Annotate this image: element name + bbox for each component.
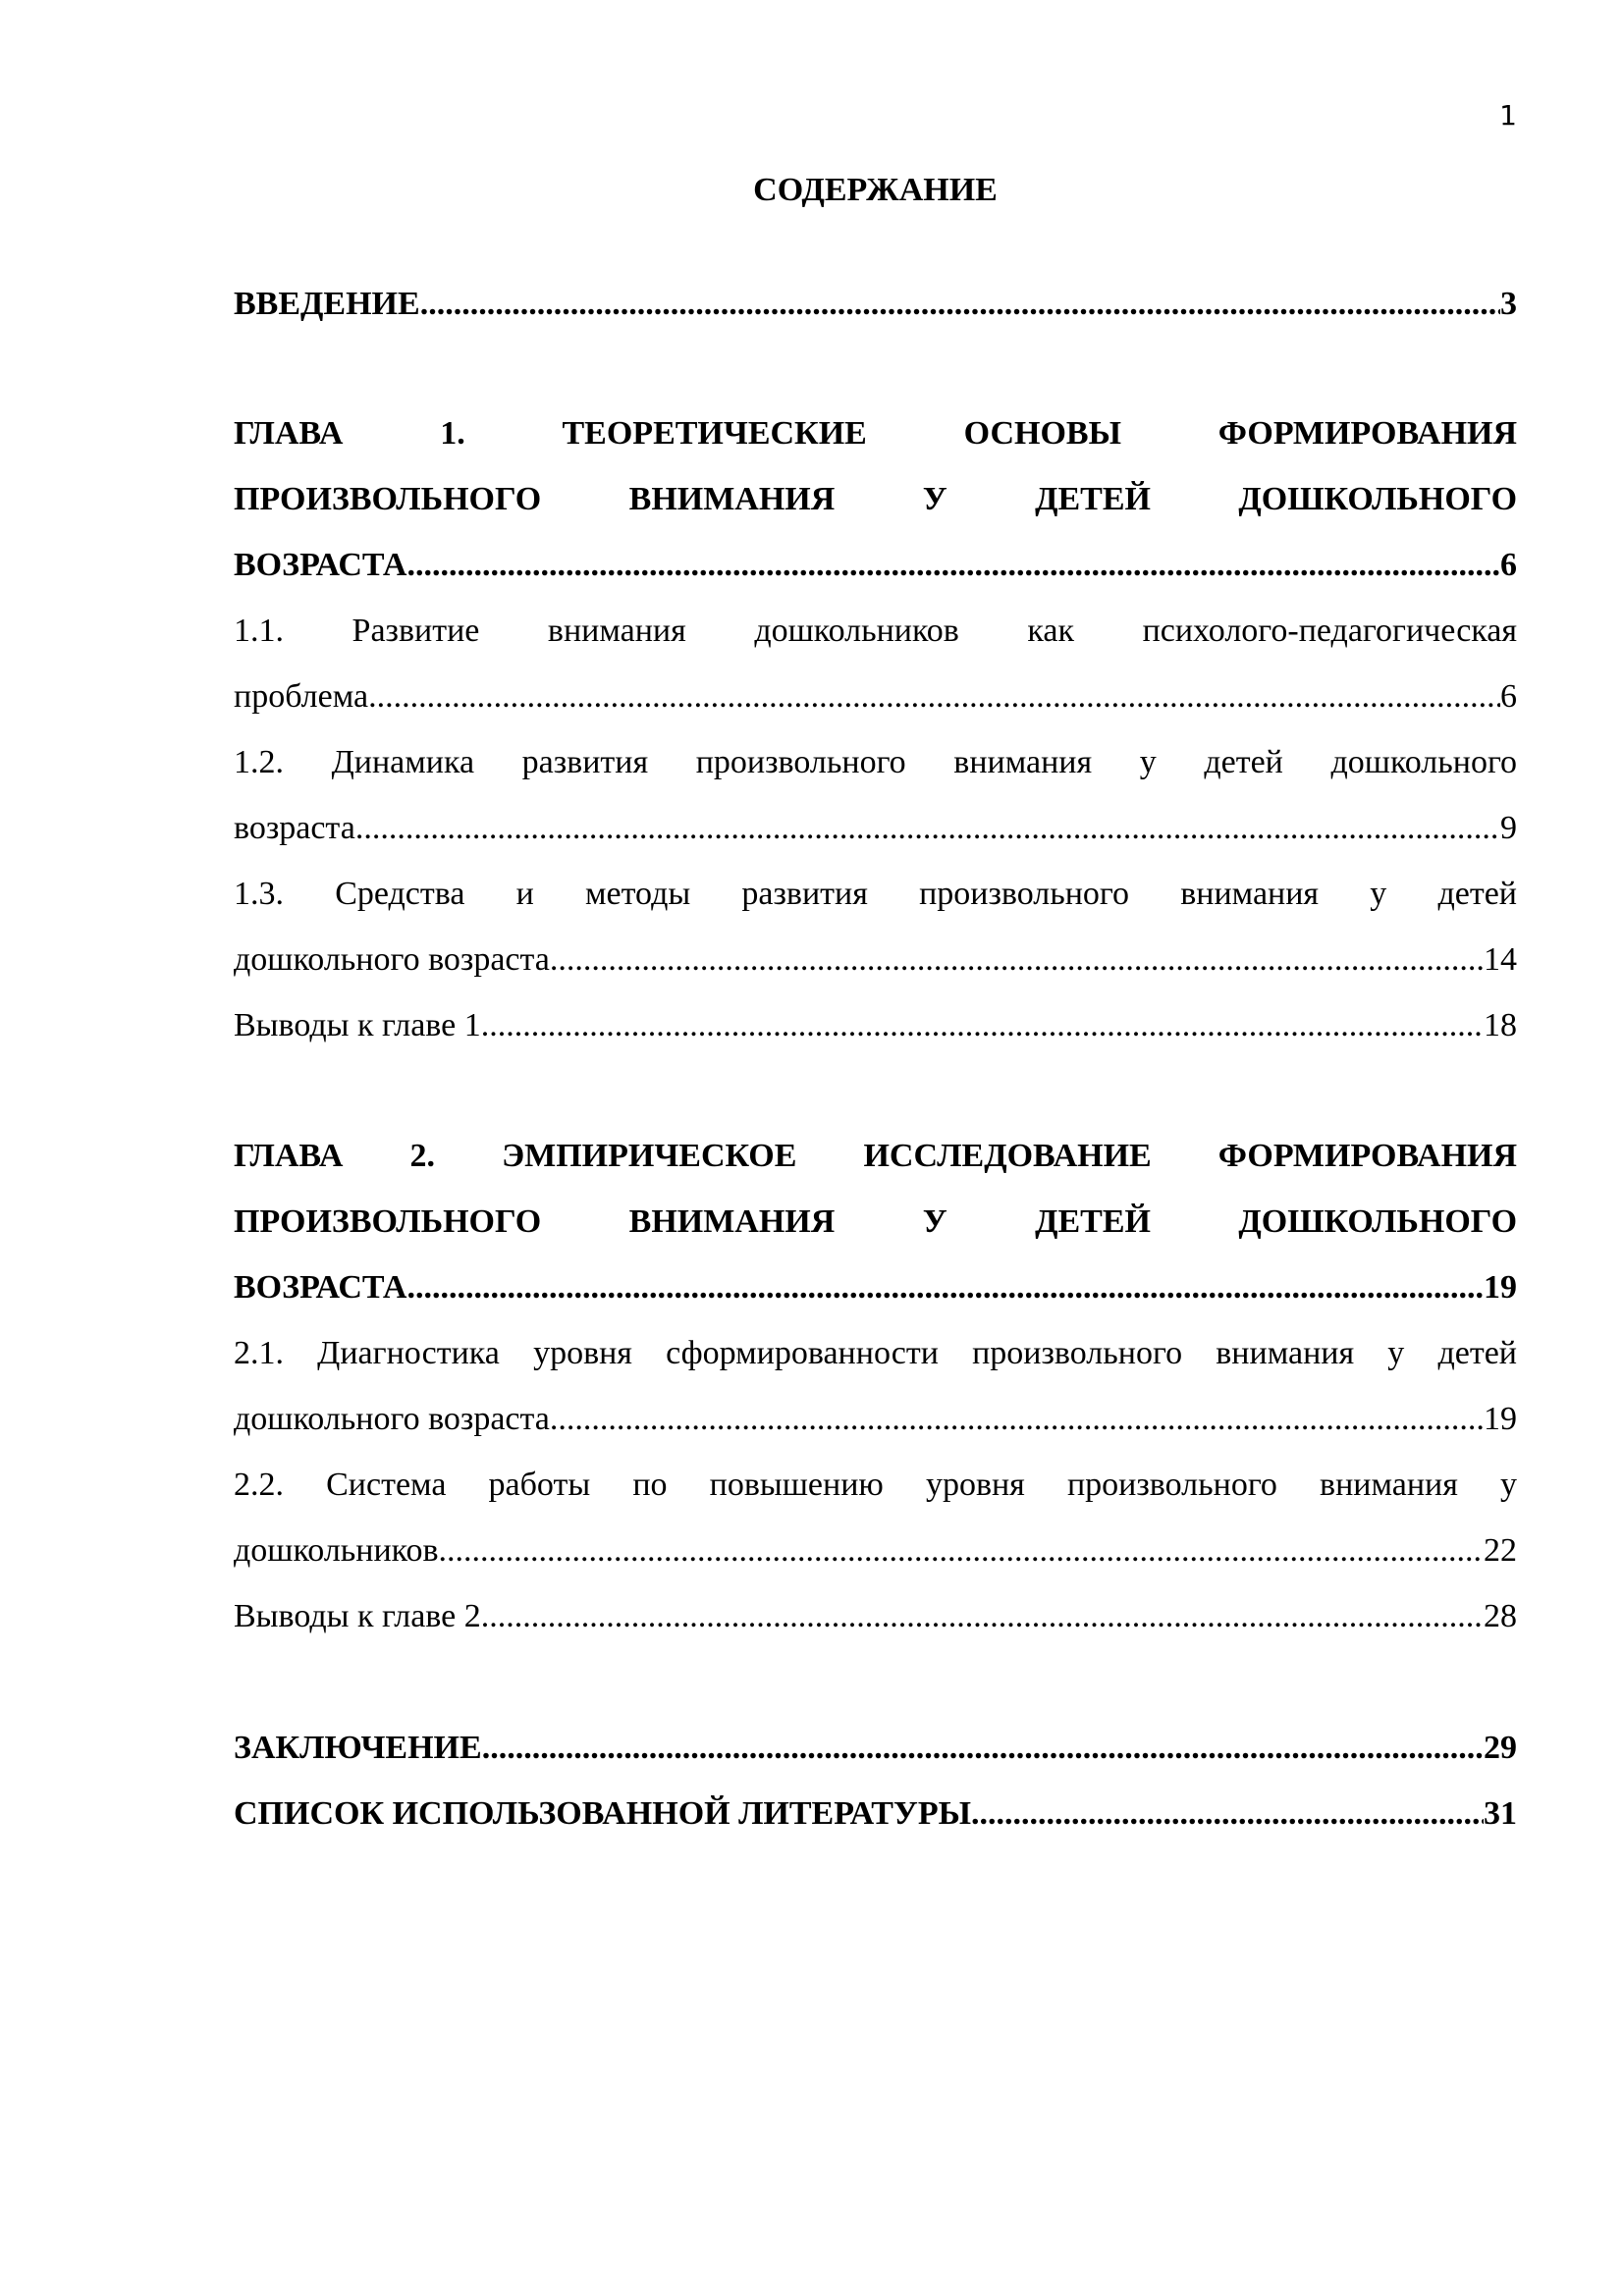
dot-leader	[420, 271, 1500, 337]
toc-entry-section-1-1[interactable]	[234, 598, 1517, 729]
toc-entry-page: 6	[1500, 547, 1517, 583]
toc-title: СОДЕРЖАНИЕ	[753, 172, 998, 208]
toc-entry-page: 18	[1484, 1007, 1517, 1043]
toc-entry-page: 3	[1500, 286, 1517, 322]
toc-entry-introduction[interactable]	[234, 271, 1517, 337]
toc-entry-conclusion[interactable]	[234, 1715, 1517, 1781]
toc-entry-page: 31	[1484, 1795, 1517, 1832]
dot-leader	[355, 795, 1500, 861]
toc-entry-text: дошкольного возраста	[234, 1401, 550, 1437]
toc-entry-page: 28	[1484, 1598, 1517, 1634]
toc-entry-references[interactable]	[234, 1781, 1517, 1846]
toc-entry-page: 19	[1484, 1269, 1517, 1306]
toc-entry-text: Выводы к главе 2	[234, 1598, 481, 1634]
dot-leader	[406, 1255, 1484, 1320]
dot-leader	[482, 1715, 1484, 1781]
page-number: 1	[1499, 99, 1517, 132]
dot-leader	[406, 532, 1500, 598]
dot-leader	[971, 1781, 1484, 1846]
toc-entry-line: ГЛАВА 2. ЭМПИРИЧЕСКОЕ ИССЛЕДОВАНИЕ ФОРМИРОВАНИЯ	[234, 1138, 1517, 1174]
toc-entry-line: 1.3. Средства и методы развития произвольного внимания у детей	[234, 876, 1517, 912]
toc-entry-line: ПРОИЗВОЛЬНОГО ВНИМАНИЯ У ДЕТЕЙ ДОШКОЛЬНОГО	[234, 1203, 1517, 1240]
toc-entry-section-1-2[interactable]	[234, 729, 1517, 861]
toc-entry-text: ВОЗРАСТА	[234, 547, 407, 583]
toc-entry-conclusions-1[interactable]	[234, 992, 1517, 1058]
toc-entry-page: 19	[1484, 1401, 1517, 1437]
toc-entry-page: 14	[1484, 941, 1517, 978]
toc-entry-text: возраста	[234, 810, 355, 846]
dot-leader	[368, 664, 1500, 729]
toc-entry-page: 9	[1500, 810, 1517, 846]
toc-entry-text: СПИСОК ИСПОЛЬЗОВАННОЙ ЛИТЕРАТУРЫ	[234, 1795, 971, 1832]
toc-entry-conclusions-2[interactable]	[234, 1583, 1517, 1649]
toc-entry-section-1-3[interactable]	[234, 861, 1517, 992]
toc-entry-line: 1.2. Динамика развития произвольного внимания у детей дошкольного	[234, 744, 1517, 780]
toc-entry-text: дошкольного возраста	[234, 941, 550, 978]
toc-entry-line: 1.1. Развитие внимания дошкольников как психолого-педагогическая	[234, 613, 1517, 649]
toc-entry-line: ГЛАВА 1. ТЕОРЕТИЧЕСКИЕ ОСНОВЫ ФОРМИРОВАНИЯ	[234, 415, 1517, 452]
toc-entry-page: 29	[1484, 1730, 1517, 1766]
toc-entry-line: 2.1. Диагностика уровня сформированности произвольного внимания у детей	[234, 1335, 1517, 1371]
toc-entry-line: ПРОИЗВОЛЬНОГО ВНИМАНИЯ У ДЕТЕЙ ДОШКОЛЬНОГО	[234, 481, 1517, 517]
toc-entry-page: 22	[1484, 1532, 1517, 1569]
toc-entry-text: ЗАКЛЮЧЕНИЕ	[234, 1730, 482, 1766]
toc-entry-text: ВВЕДЕНИЕ	[234, 286, 420, 322]
toc-entry-text: дошкольников	[234, 1532, 439, 1569]
dot-leader	[481, 1583, 1484, 1649]
dot-leader	[439, 1518, 1484, 1583]
toc-entry-text: проблема	[234, 678, 369, 715]
dot-leader	[481, 992, 1484, 1058]
dot-leader	[550, 927, 1484, 992]
toc-entry-text: Выводы к главе 1	[234, 1007, 481, 1043]
toc-entry-line: 2.2. Система работы по повышению уровня произвольного внимания у	[234, 1467, 1517, 1503]
toc-entry-chapter-2[interactable]	[234, 1123, 1517, 1320]
toc-entry-section-2-2[interactable]	[234, 1452, 1517, 1583]
dot-leader	[550, 1386, 1484, 1452]
toc-entry-section-2-1[interactable]	[234, 1320, 1517, 1452]
toc-entry-page: 6	[1500, 678, 1517, 715]
toc-entry-chapter-1[interactable]	[234, 400, 1517, 598]
toc-entry-text: ВОЗРАСТА	[234, 1269, 407, 1306]
